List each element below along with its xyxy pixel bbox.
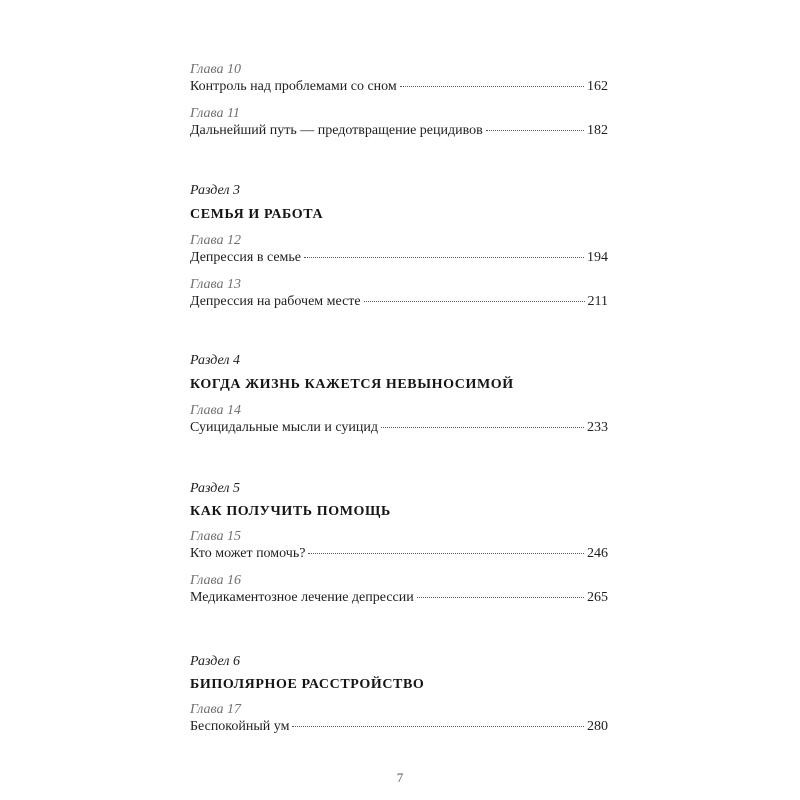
- dot-leader: [304, 257, 584, 258]
- chapter-title: Суицидальные мысли и суицид: [190, 420, 378, 435]
- chapter-number: Глава 12: [190, 233, 241, 248]
- section-number: Раздел 6: [190, 654, 241, 669]
- section-number: Раздел 5: [190, 481, 241, 496]
- chapter-entry-line: [190, 589, 608, 607]
- chapter-entry-line: [190, 249, 608, 267]
- toc-entry: [190, 106, 608, 140]
- section-title: КАК ПОЛУЧИТЬ ПОМОЩЬ: [190, 504, 391, 519]
- section-title: СЕМЬЯ И РАБОТА: [190, 207, 324, 222]
- dot-leader: [417, 597, 584, 598]
- chapter-number: Глава 16: [190, 573, 241, 588]
- chapter-entry-line: [190, 545, 608, 563]
- page-reference: 182: [587, 123, 608, 138]
- section-heading: [190, 206, 608, 224]
- chapter-title: Депрессия в семье: [190, 250, 302, 265]
- page-reference: 280: [587, 719, 608, 734]
- page-reference: 211: [587, 294, 608, 309]
- section-heading: [190, 654, 608, 670]
- toc-entry: [190, 573, 608, 607]
- toc-entry: [190, 702, 608, 736]
- section-title: КОГДА ЖИЗНЬ КАЖЕТСЯ НЕВЫНОСИМОЙ: [190, 377, 514, 392]
- page-reference: 194: [587, 250, 608, 265]
- toc-entry: [190, 529, 608, 563]
- chapter-number: Глава 14: [190, 403, 241, 418]
- chapter-title: Беспокойный ум: [190, 719, 290, 734]
- section-heading: [190, 676, 608, 694]
- chapter-number: Глава 11: [190, 106, 240, 121]
- chapter-number: Глава 13: [190, 277, 241, 292]
- dot-leader: [400, 86, 584, 87]
- chapter-entry-line: [190, 78, 608, 96]
- dot-leader: [364, 301, 585, 302]
- chapter-number: Глава 17: [190, 702, 241, 717]
- section-heading: [190, 353, 608, 369]
- section-number: Раздел 3: [190, 183, 241, 198]
- chapter-number: Глава 10: [190, 62, 241, 77]
- chapter-title: Контроль над проблемами со сном: [190, 79, 397, 94]
- toc-entry: [190, 277, 608, 311]
- toc-entry: [190, 233, 608, 267]
- page-reference: 246: [587, 546, 608, 561]
- chapter-number: Глава 15: [190, 529, 241, 544]
- dot-leader: [486, 130, 584, 131]
- section-title: БИПОЛЯРНОЕ РАССТРОЙСТВО: [190, 677, 425, 692]
- toc-entry: [190, 403, 608, 437]
- section-number: Раздел 4: [190, 353, 241, 368]
- page-reference: 162: [587, 79, 608, 94]
- dot-leader: [308, 553, 584, 554]
- section-heading: [190, 503, 608, 521]
- chapter-entry-line: [190, 419, 608, 437]
- chapter-entry-line: [190, 293, 608, 311]
- section-heading: [190, 183, 608, 199]
- chapter-title: Кто может помочь?: [190, 546, 306, 561]
- chapter-title: Депрессия на рабочем месте: [190, 294, 361, 309]
- page-reference: 265: [587, 590, 608, 605]
- section-heading: [190, 481, 608, 497]
- chapter-entry-line: [190, 718, 608, 736]
- dot-leader: [292, 726, 584, 727]
- chapter-title: Дальнейший путь — предотвращение рецидивов: [190, 123, 483, 138]
- dot-leader: [381, 427, 584, 428]
- page-reference: 233: [587, 420, 608, 435]
- chapter-entry-line: [190, 122, 608, 140]
- page-number: 7: [396, 770, 404, 785]
- section-heading: [190, 376, 608, 394]
- chapter-title: Медикаментозное лечение депрессии: [190, 590, 414, 605]
- toc-entry: [190, 62, 608, 96]
